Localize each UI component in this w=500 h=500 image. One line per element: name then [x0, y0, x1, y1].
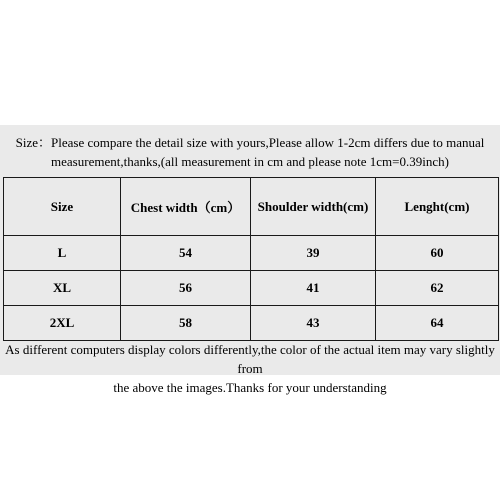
table-row: [4, 271, 499, 306]
table-row: [4, 236, 499, 271]
size-instruction-line-1: Size：Please compare the detail size with yours,Please allow 1-2cm differs due to manual: [15, 135, 485, 150]
table-header-row: [4, 178, 499, 236]
cell-size: XL: [4, 271, 121, 306]
header-size: Size: [4, 178, 121, 236]
color-disclaimer-line-1: As different computers display colors differently,the color of the actual item may vary slightly from: [5, 342, 495, 376]
cell-chest-width: 58: [121, 306, 251, 341]
cell-length: 64: [376, 306, 499, 341]
color-disclaimer-line-2: the above the images.Thanks for your understanding: [113, 380, 387, 395]
cell-shoulder-width: 43: [251, 306, 376, 341]
header-chest-width: Chest width（cm）: [121, 178, 251, 236]
color-disclaimer-note: [0, 340, 500, 397]
size-instruction-note: [0, 133, 500, 171]
cell-chest-width: 56: [121, 271, 251, 306]
header-length: Lenght(cm): [376, 178, 499, 236]
size-chart-table: [3, 177, 499, 341]
cell-shoulder-width: 39: [251, 236, 376, 271]
cell-length: 60: [376, 236, 499, 271]
cell-chest-width: 54: [121, 236, 251, 271]
cell-size: L: [4, 236, 121, 271]
header-shoulder-width: Shoulder width(cm): [251, 178, 376, 236]
table-row: [4, 306, 499, 341]
cell-size: 2XL: [4, 306, 121, 341]
cell-length: 62: [376, 271, 499, 306]
size-instruction-line-2: measurement,thanks,(all measurement in cm and please note 1cm=0.39inch): [51, 154, 449, 169]
cell-shoulder-width: 41: [251, 271, 376, 306]
